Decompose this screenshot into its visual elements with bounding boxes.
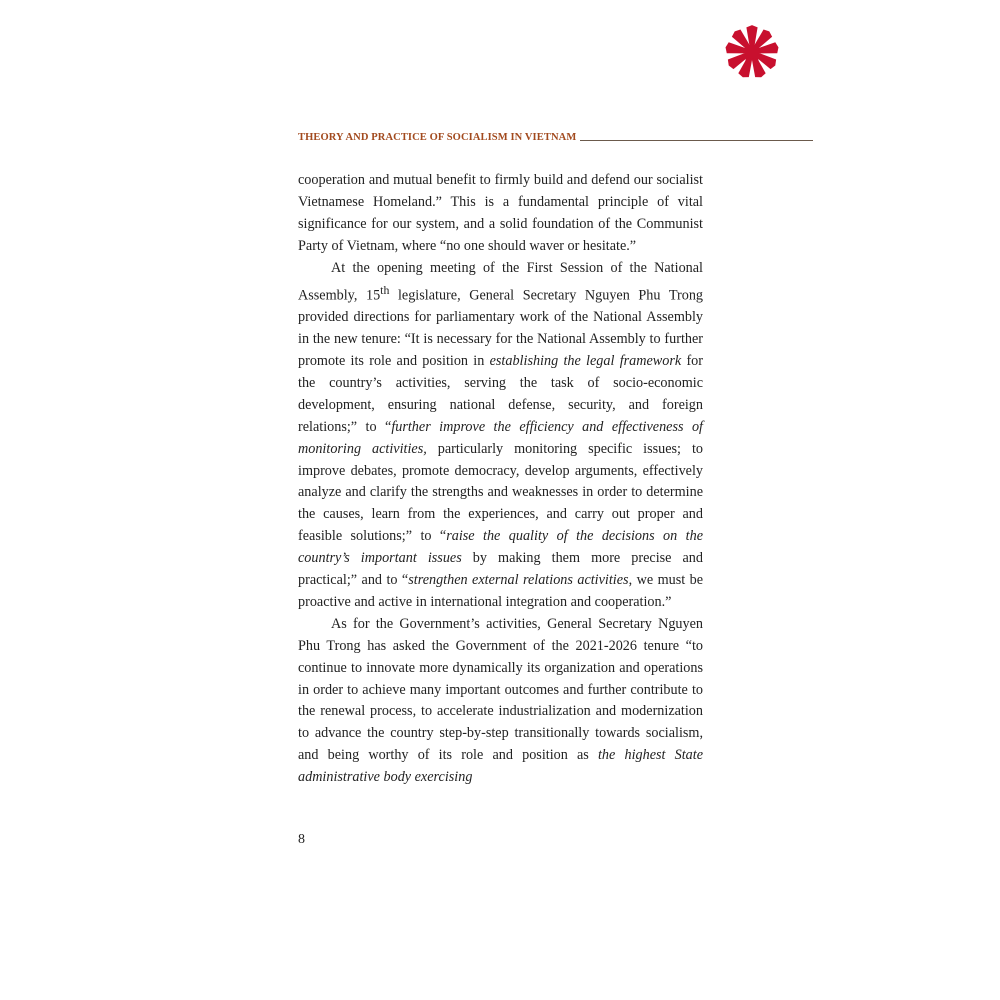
paragraph-1: cooperation and mutual benefit to firmly build and defend our socialist Vietnamese Homeland.” This is a fundamental principle of vital significance for our system, and a solid foundation of the Communist Party of Vietnam, where “no one should waver or hesitate.” (298, 172, 703, 254)
star-emblem-icon (724, 24, 780, 80)
page-number: 8 (298, 832, 305, 847)
paragraph-3: As for the Government’s activities, General Secretary Nguyen Phu Trong has asked the Government of the 2021-2026 tenure “to continue to innovate more dynamically its organization and operations in order to achieve many important outcomes and further contribute to the renewal process, to accelerate industrialization and modernization to advance the country step-by-step transitionally towards socialism, and being worthy of its role and position as the highest State administrative body exercising (298, 615, 703, 786)
running-title: THEORY AND PRACTICE OF SOCIALISM IN VIETNAM (298, 132, 577, 143)
body-text (298, 170, 703, 789)
running-header (298, 132, 813, 143)
paragraph-2: At the opening meeting of the First Session of the National Assembly, 15th legislature, General Secretary Nguyen Phu Trong provided directions for parliamentary work of the National Assembly in the new tenure: “It is necessary for the National Assembly to further promote its role and position in establishing the legal framework for the country’s activities, serving the task of socio-economic development, ensuring national defense, security, and foreign relations;” to “further improve the efficiency and effectiveness of monitoring activities, particularly monitoring specific issues; to improve debates, promote democracy, develop arguments, effectively analyze and clarify the strengths and weaknesses in order to determine the causes, learn from the experiences, and carry out proper and feasible solutions;” to “raise the quality of the decisions on the country’s important issues by making them more precise and practical;” and to “strengthen external relations activities, we must be proactive and active in international integration and cooperation.” (298, 259, 704, 610)
header-rule (580, 140, 813, 141)
